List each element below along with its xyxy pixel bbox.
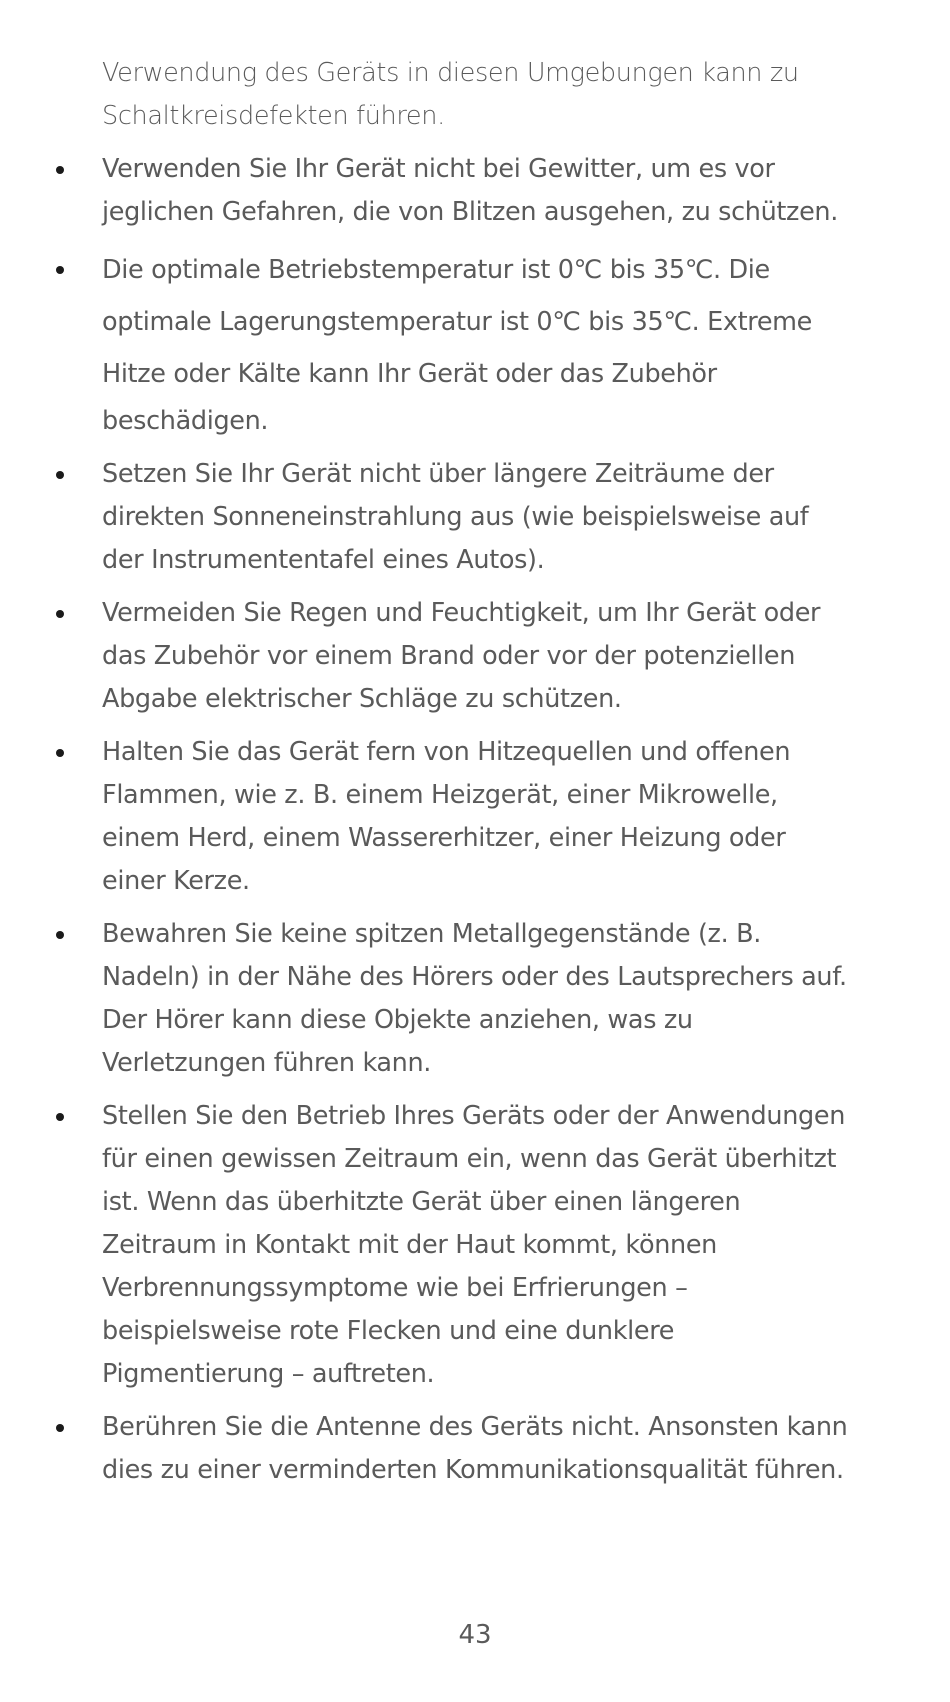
bullet-item-sunlight xyxy=(0,453,950,582)
bullet-icon xyxy=(56,1424,64,1432)
bullet-icon xyxy=(56,749,64,757)
bullet-icon xyxy=(56,266,64,274)
text-line: Abgabe elektrischer Schläge zu schützen. xyxy=(102,684,622,714)
bullet-item-temperature xyxy=(0,244,950,443)
text-line: Stellen Sie den Betrieb Ihres Geräts oder der Anwendungen xyxy=(102,1101,846,1131)
text-line: das Zubehör vor einem Brand oder vor der potenziellen xyxy=(102,641,796,671)
bullet-item-moisture xyxy=(0,592,950,721)
text-line: beschädigen. xyxy=(102,406,269,436)
bullet-item-antenna xyxy=(0,1406,950,1492)
text-line: beispielsweise rote Flecken und eine dunklere xyxy=(102,1316,675,1346)
text-line: einem Herd, einem Wassererhitzer, einer Heizung oder xyxy=(102,823,786,853)
text-line: Hitze oder Kälte kann Ihr Gerät oder das Zubehör xyxy=(102,359,717,389)
bullet-item-overheating xyxy=(0,1095,950,1396)
text-line: Schaltkreisdefekten führen. xyxy=(102,101,445,131)
bullet-item-thunderstorm xyxy=(0,148,950,234)
text-line: ist. Wenn das überhitzte Gerät über einen längeren xyxy=(102,1187,741,1217)
bullet-icon xyxy=(56,471,64,479)
bullet-icon xyxy=(56,931,64,939)
text-line: Nadeln) in der Nähe des Hörers oder des Lautsprechers auf. xyxy=(102,962,847,992)
bullet-icon xyxy=(56,610,64,618)
text-line: Berühren Sie die Antenne des Geräts nicht. Ansonsten kann xyxy=(102,1412,848,1442)
page-content xyxy=(0,52,950,1502)
text-line: Verwenden Sie Ihr Gerät nicht bei Gewitter, um es vor xyxy=(102,154,775,184)
text-line: Setzen Sie Ihr Gerät nicht über längere Zeiträume der xyxy=(102,459,774,489)
text-line: einer Kerze. xyxy=(102,866,250,896)
text-line: Verbrennungssymptome wie bei Erfrierungen – xyxy=(102,1273,688,1303)
text-line: Flammen, wie z. B. einem Heizgerät, einer Mikrowelle, xyxy=(102,780,778,810)
text-line: Vermeiden Sie Regen und Feuchtigkeit, um Ihr Gerät oder xyxy=(102,598,821,628)
bullet-icon xyxy=(56,1113,64,1121)
page-number: 43 xyxy=(458,1620,492,1650)
bullet-item-metal-objects xyxy=(0,913,950,1085)
text-line: direkten Sonneneinstrahlung aus (wie beispielsweise auf xyxy=(102,502,809,532)
text-line: für einen gewissen Zeitraum ein, wenn das Gerät überhitzt xyxy=(102,1144,837,1174)
text-line: Halten Sie das Gerät fern von Hitzequellen und offenen xyxy=(102,737,791,767)
bullet-item-heat-sources xyxy=(0,731,950,903)
text-line: Zeitraum in Kontakt mit der Haut kommt, können xyxy=(102,1230,717,1260)
text-line: dies zu einer verminderten Kommunikationsqualität führen. xyxy=(102,1455,844,1485)
text-line: Pigmentierung – auftreten. xyxy=(102,1359,435,1389)
text-line: Verwendung des Geräts in diesen Umgebungen kann zu xyxy=(102,58,799,88)
text-line: der Instrumententafel eines Autos). xyxy=(102,545,545,575)
bullet-icon xyxy=(56,166,64,174)
text-line: Bewahren Sie keine spitzen Metallgegenstände (z. B. xyxy=(102,919,761,949)
text-line: jeglichen Gefahren, die von Blitzen ausgehen, zu schützen. xyxy=(102,197,838,227)
continuation-paragraph xyxy=(0,52,950,138)
text-line: Verletzungen führen kann. xyxy=(102,1048,432,1078)
text-line: Der Hörer kann diese Objekte anziehen, was zu xyxy=(102,1005,693,1035)
text-line: Die optimale Betriebstemperatur ist 0℃ bis 35℃. Die xyxy=(102,255,770,285)
text-line: optimale Lagerungstemperatur ist 0℃ bis 35℃. Extreme xyxy=(102,307,813,337)
